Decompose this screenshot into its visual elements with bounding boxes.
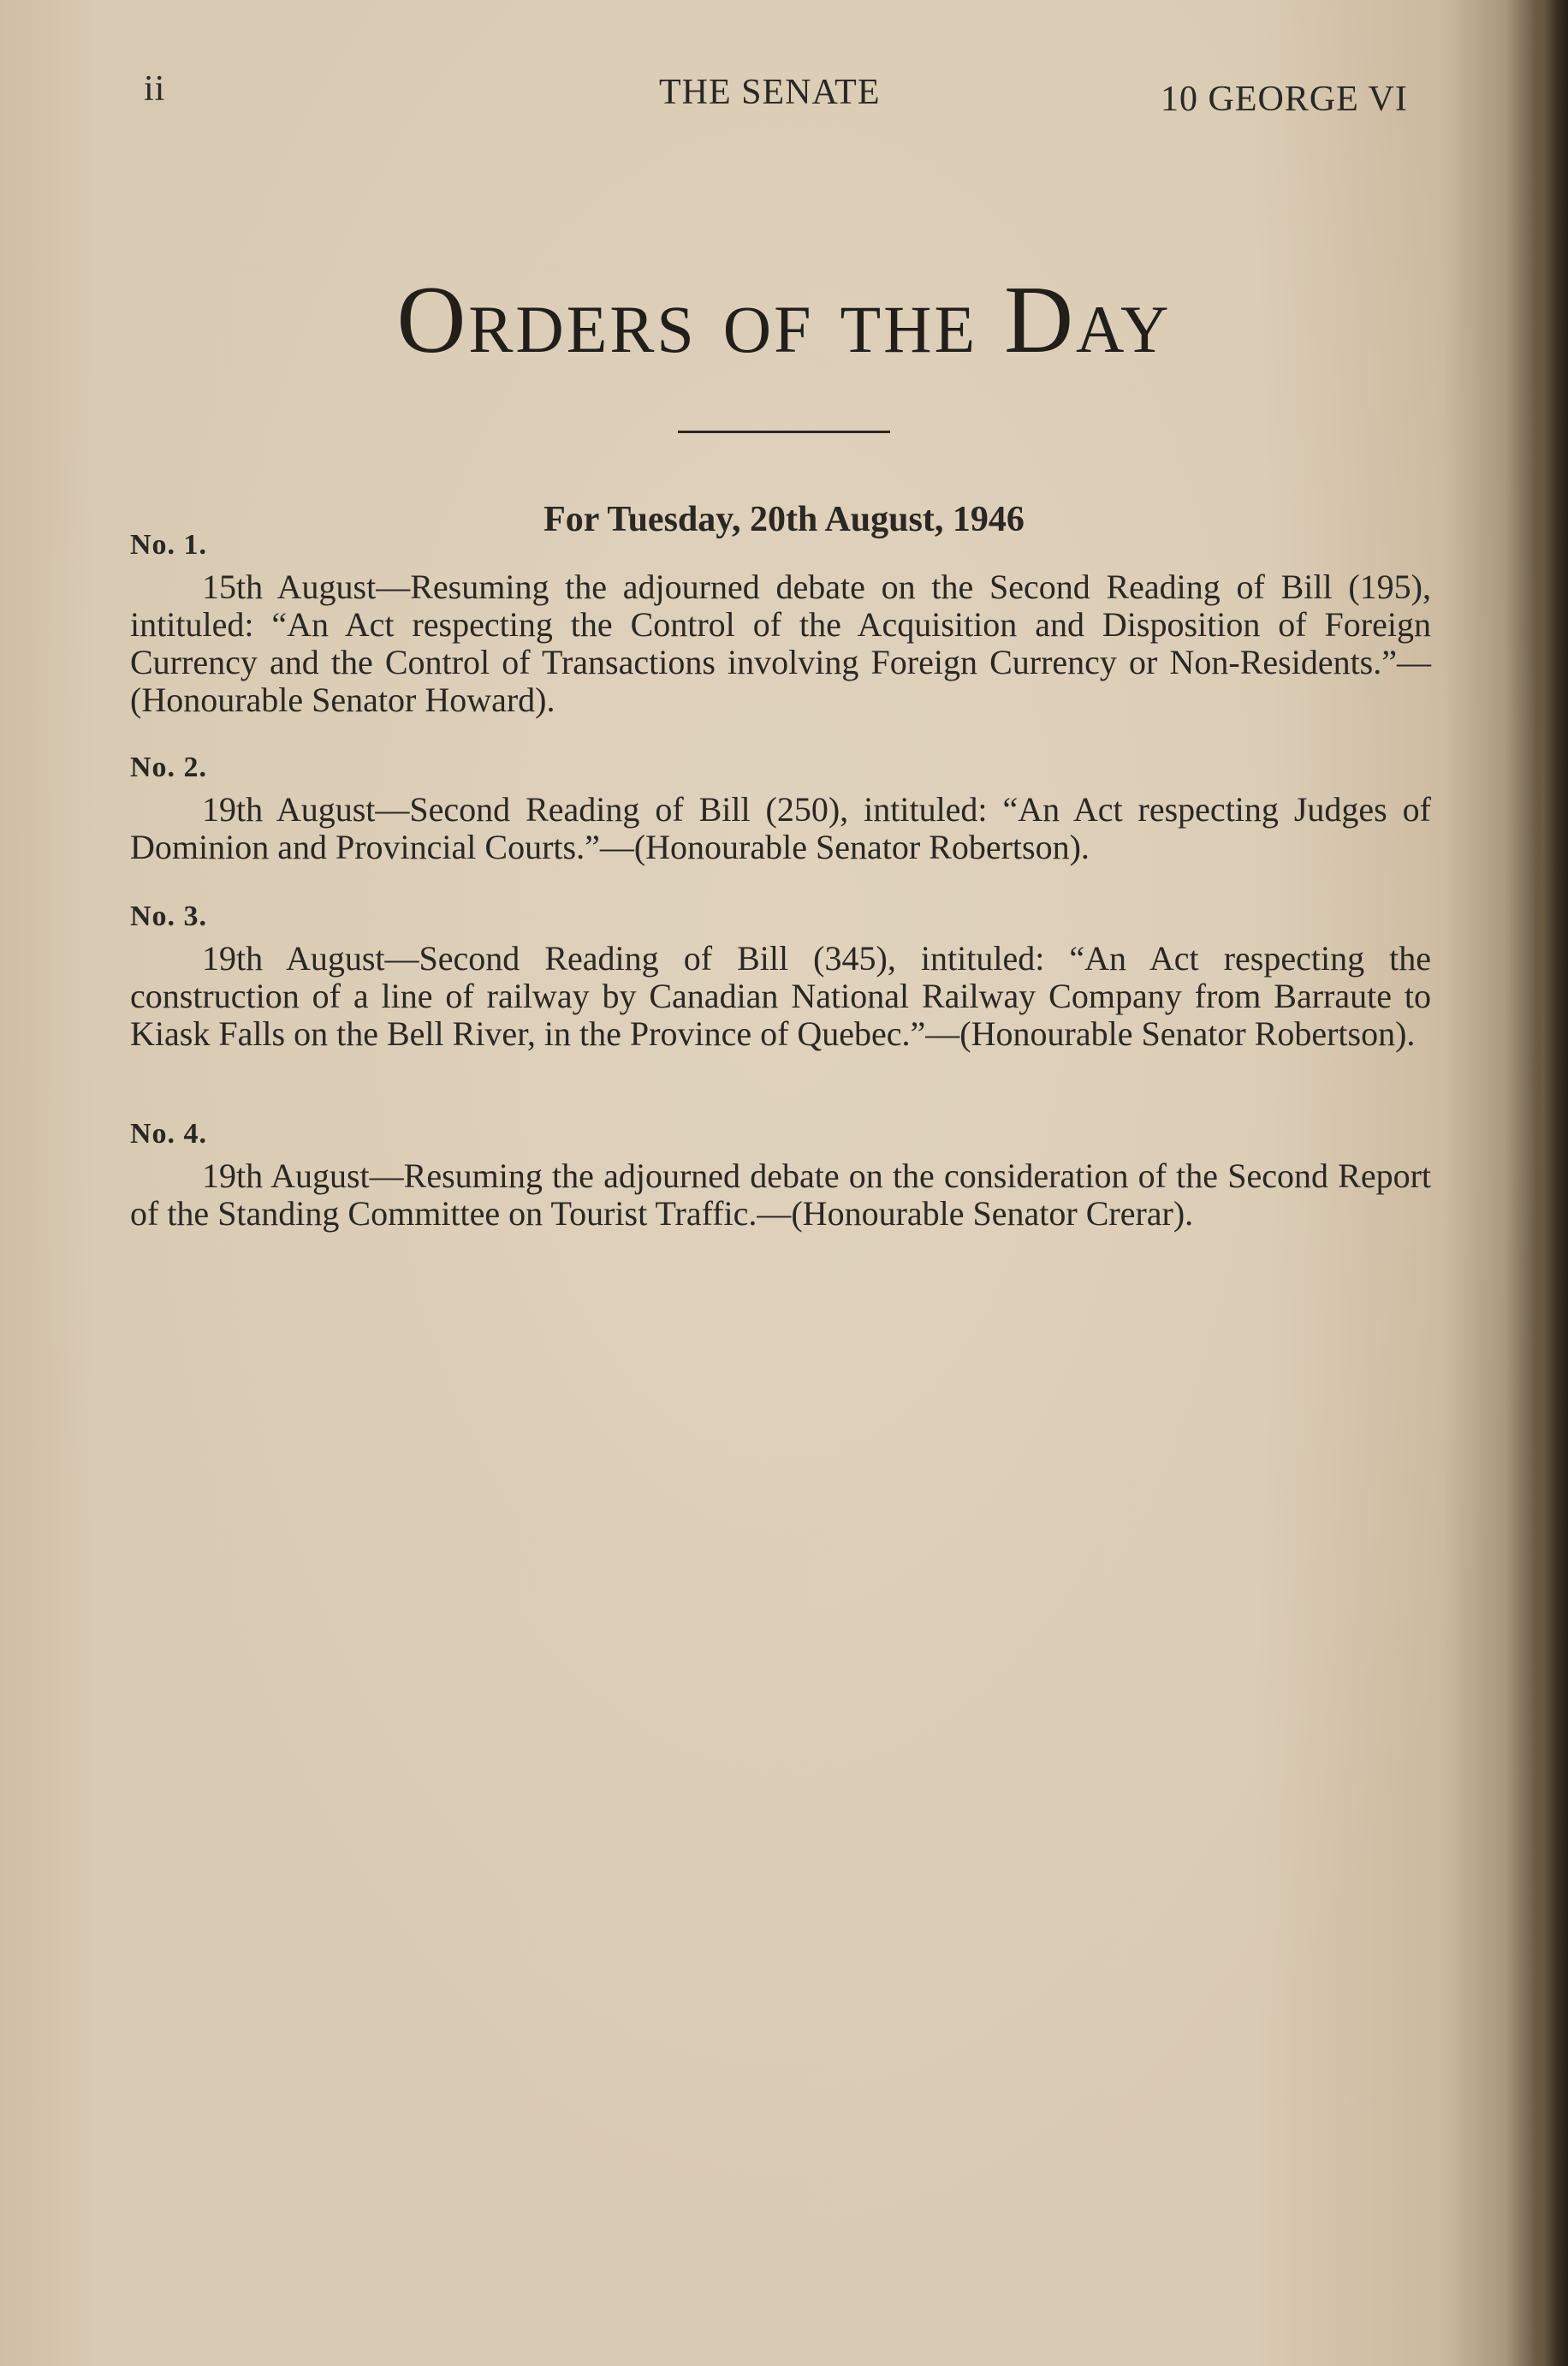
- order-item-text: 15th August—Resuming the adjourned debate on the Second Reading of Bill (195), intituled: “An Act respecting the Control of the Acquisition and Disposition of Foreign Currency and the Control of Transactions involving Foreign Currency or Non-Residents.”—(Honourable Senator Howard).: [130, 568, 1431, 719]
- running-head-title: THE SENATE: [659, 73, 881, 112]
- order-item: [130, 901, 1431, 1053]
- running-head: [0, 68, 1568, 120]
- page-title: Orders of the Day: [396, 267, 1172, 373]
- order-item: [130, 1118, 1431, 1233]
- order-item-number: No. 3.: [130, 901, 208, 932]
- order-item-number: No. 1.: [130, 529, 208, 561]
- order-item-text: 19th August—Resuming the adjourned debate on the consideration of the Second Report of the Standing Committee on Tourist Traffic.—(Honourable Senator Crerar).: [130, 1156, 1431, 1233]
- order-item: [130, 529, 1431, 719]
- page-number: ii: [144, 69, 166, 109]
- running-head-regnal-year: 10 GEORGE VI: [1161, 80, 1408, 119]
- order-item: [130, 752, 1431, 866]
- date-heading: For Tuesday, 20th August, 1946: [543, 500, 1025, 539]
- order-item-text: 19th August—Second Reading of Bill (250), intituled: “An Act respecting Judges of Dominion and Provincial Courts.”—(Honourable Senator Robertson).: [130, 790, 1431, 866]
- order-item-number: No. 4.: [130, 1118, 208, 1150]
- title-rule: [678, 431, 890, 433]
- order-item-text: 19th August—Second Reading of Bill (345), intituled: “An Act respecting the construction of a line of railway by Canadian National Railway Company from Barraute to Kiask Falls on the Bell River, in the Province of Quebec.”—(Honourable Senator Robertson).: [130, 939, 1431, 1053]
- order-item-number: No. 2.: [130, 752, 208, 783]
